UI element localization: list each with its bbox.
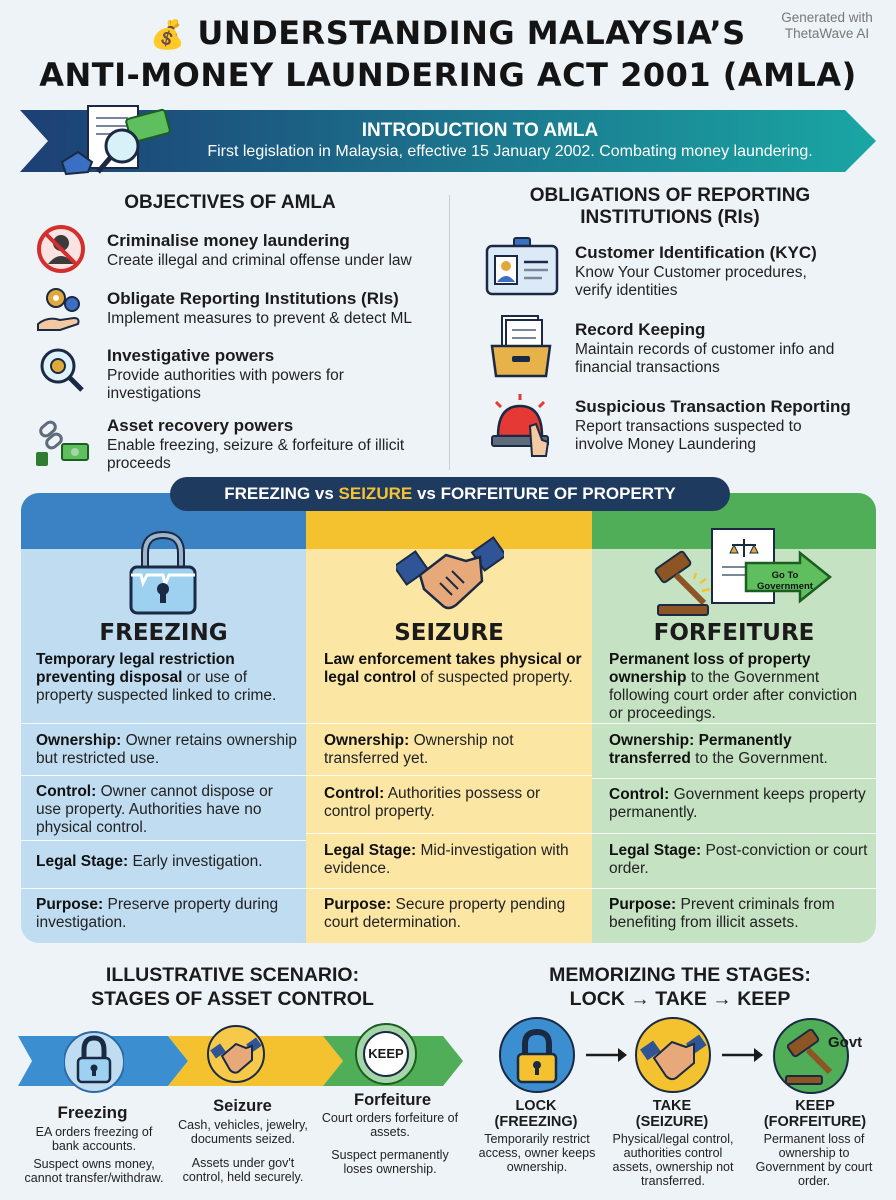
page-title-line-2: ANTI-MONEY LAUNDERING ACT 2001 (AMLA) — [39, 56, 857, 94]
file-box-icon — [488, 312, 554, 380]
arrow-right-icon-2 — [720, 1045, 764, 1065]
seizure-legal-stage-row: Legal Stage: Mid-investigation with evidence. — [306, 833, 592, 888]
scenario-heading: ILLUSTRATIVE SCENARIO: STAGES OF ASSET CONTROL — [91, 964, 374, 1010]
prohibited-criminal-icon — [36, 224, 86, 274]
take-stage-icon — [634, 1016, 712, 1094]
freezing-definition: Temporary legal restriction preventing disposal or use of property suspected linked to crime. — [36, 651, 277, 704]
memorize-lock-text: Temporarily restrict access, owner keeps ownership. — [478, 1132, 596, 1174]
objective-title-2: Obligate Reporting Institutions (RIs) — [107, 289, 399, 308]
forfeiture-legal-stage-row: Legal Stage: Post-conviction or court order. — [592, 833, 876, 888]
seizure-definition: Law enforcement takes physical or legal control of suspected property. — [324, 651, 582, 686]
keep-stage-gavel-icon — [772, 1016, 852, 1096]
freezing-control-row: Control: Owner cannot dispose or use property. Authorities have no physical control. — [21, 775, 306, 840]
gears-hand-icon — [34, 282, 88, 336]
arrow-right-icon — [584, 1045, 628, 1065]
forfeiture-purpose-row: Purpose: Prevent criminals from benefiting from illicit assets. — [592, 888, 876, 943]
obligation-text-3: Report transactions suspected to involve Money Laundering — [575, 418, 802, 453]
forfeiture-title: FORFEITURE — [653, 620, 815, 646]
obligation-text-1: Know Your Customer procedures, verify identities — [575, 264, 807, 299]
obligation-text-2: Maintain records of customer info and financial transactions — [575, 341, 835, 376]
objective-text-1: Create illegal and criminal offense under law — [107, 252, 412, 269]
page-title-line-1: 💰 UNDERSTANDING MALAYSIA’S — [150, 14, 746, 52]
id-card-icon — [484, 236, 560, 298]
freezing-purpose-row: Purpose: Preserve property during investigation. — [21, 888, 306, 943]
generated-by-credit: Generated with ThetaWave AI — [781, 10, 873, 41]
objective-text-3: Provide authorities with powers for investigations — [107, 367, 344, 402]
lock-stage-icon — [498, 1016, 576, 1094]
intro-title: INTRODUCTION TO AMLA — [361, 120, 599, 141]
scenario-step-forfeiture-text-2: Suspect permanently loses ownership. — [331, 1148, 449, 1176]
scenario-step-freezing-text-1: EA orders freezing of bank accounts. — [35, 1125, 153, 1153]
obligation-title-3: Suspicious Transaction Reporting — [575, 397, 851, 416]
handshake-icon — [396, 527, 504, 617]
magnifier-gear-icon — [36, 344, 86, 394]
forfeiture-column — [592, 493, 876, 943]
scenario-step-seizure-text-2: Assets under gov't control, held securely. — [182, 1156, 304, 1184]
govt-label: Govt — [828, 1034, 863, 1051]
objective-title-4: Asset recovery powers — [107, 416, 294, 435]
objective-title-1: Criminalise money laundering — [107, 231, 350, 250]
scenario-step-seizure-text-1: Cash, vehicles, jewelry, documents seized. — [178, 1118, 308, 1146]
objective-text-2: Implement measures to prevent & detect ML — [107, 310, 412, 327]
objective-title-3: Investigative powers — [107, 346, 275, 365]
padlock-icon — [123, 527, 203, 617]
chain-cash-icon — [34, 414, 90, 470]
freezing-legal-stage-row: Legal Stage: Early investigation. — [21, 840, 306, 888]
forfeiture-definition: Permanent loss of property ownership to the Government following court order after conviction or proceedings. — [609, 651, 858, 722]
memorize-heading: MEMORIZING THE STAGES: LOCK → TAKE → KEEP — [549, 964, 811, 1010]
go-to-government-sign: Go To Government — [757, 570, 813, 592]
seizure-column — [306, 493, 592, 943]
obligations-heading: OBLIGATIONS OF REPORTING INSTITUTIONS (RIs) — [529, 185, 811, 228]
obligation-title-1: Customer Identification (KYC) — [575, 243, 817, 262]
forfeiture-ownership-row: Ownership: Permanently transferred to the Government. — [592, 723, 876, 778]
alarm-light-hand-icon — [486, 392, 556, 458]
memorize-lock-label: LOCK (FREEZING) — [494, 1098, 578, 1130]
comparison-heading-pill: FREEZING vs SEIZURE vs FORFEITURE OF PROPERTY — [170, 477, 730, 511]
scenario-step-forfeiture-label: Forfeiture — [353, 1091, 431, 1109]
freezing-column — [21, 493, 306, 943]
seizure-ownership-row: Ownership: Ownership not transferred yet. — [306, 723, 592, 775]
memorize-keep-text: Permanent loss of ownership to Government by court order. — [755, 1132, 873, 1188]
obligation-title-2: Record Keeping — [575, 320, 706, 339]
scenario-step-freezing-text-2: Suspect owns money, cannot transfer/withdraw. — [24, 1157, 164, 1185]
scenario-step-seizure-label: Seizure — [213, 1097, 272, 1115]
objective-text-4: Enable freezing, seizure & forfeiture of illicit proceeds — [107, 437, 405, 472]
memorize-take-label: TAKE (SEIZURE) — [635, 1098, 709, 1130]
scenario-step-freezing-label: Freezing — [57, 1103, 128, 1122]
freezing-title: FREEZING — [99, 620, 228, 646]
memorize-keep-label: KEEP (FORFEITURE) — [763, 1098, 867, 1130]
memorize-take-text: Physical/legal control, authorities control assets, ownership not transferred. — [612, 1132, 734, 1188]
money-bag-icon: 💰 — [150, 18, 186, 51]
document-magnifier-cash-icon — [58, 100, 176, 180]
freezing-ownership-row: Ownership: Owner retains ownership but restricted use. — [21, 723, 306, 775]
keep-badge-label: KEEP — [368, 1046, 404, 1061]
forfeiture-control-row: Control: Government keeps property permanently. — [592, 778, 876, 833]
seizure-handshake-icon — [206, 1024, 266, 1084]
intro-text: First legislation in Malaysia, effective 15 January 2002. Combating money laundering. — [207, 143, 813, 160]
scenario-step-forfeiture-text-1: Court orders forfeiture of assets. — [321, 1111, 459, 1139]
seizure-purpose-row: Purpose: Secure property pending court determination. — [306, 888, 592, 943]
comparison-table — [21, 493, 876, 943]
seizure-control-row: Control: Authorities possess or control property. — [306, 775, 592, 833]
section-divider — [449, 195, 450, 470]
objectives-heading: OBJECTIVES OF AMLA — [124, 192, 336, 213]
freezing-lock-icon — [64, 1024, 124, 1094]
seizure-title: SEIZURE — [394, 620, 504, 646]
